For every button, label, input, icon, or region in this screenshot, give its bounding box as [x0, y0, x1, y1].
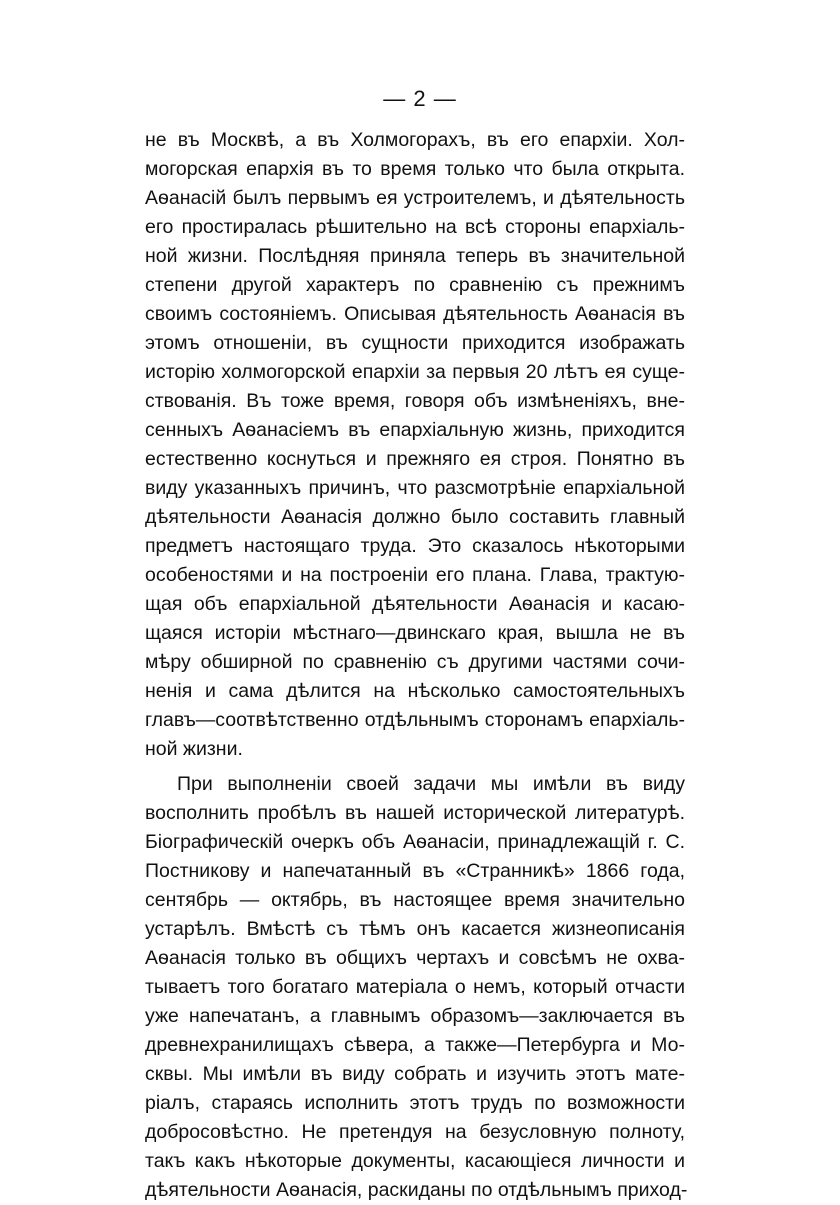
text-line: исторію холмогорской епархіи за первыя 20 лѣтъ ея суще-	[145, 361, 685, 383]
text-line: добросовѣстно. Не претендуя на безусловную полноту,	[145, 1121, 685, 1143]
page-number: — 2 —	[383, 86, 457, 111]
text-line: ріалъ, стараясь исполнить этотъ трудъ по возможности	[145, 1092, 685, 1114]
page-body	[145, 126, 688, 1205]
text-line: сквы. Мы имѣли въ виду собрать и изучить этотъ мате-	[145, 1063, 685, 1085]
text-line: Постникову и напечатанный въ «Странникѣ» 1866 года,	[145, 860, 685, 882]
text-line: не въ Москвѣ, а въ Холмогорахъ, въ его епархіи. Хол-	[145, 129, 685, 151]
text-line: восполнить пробѣлъ въ нашей исторической литературѣ.	[145, 802, 685, 824]
paragraph-1	[145, 126, 685, 764]
text-line: сенныхъ Аѳанасіемъ въ епархіальную жизнь, приходится	[145, 419, 685, 441]
text-line: дѣятельности Аѳанасія должно было составить главный	[145, 506, 685, 528]
text-line: ствованія. Въ тоже время, говоря объ измѣненіяхъ, вне-	[145, 390, 685, 412]
text-line: ной жизни. Послѣдняя приняла теперь въ значительной	[145, 245, 685, 267]
text-line: ненія и сама дѣлится на нѣсколько самостоятельныхъ	[145, 680, 685, 702]
paragraph-2	[145, 770, 688, 1205]
text-line: главъ—соотвѣтственно отдѣльнымъ сторонамъ епархіаль-	[145, 709, 685, 731]
text-line: естественно коснуться и прежняго ея строя. Понятно въ	[145, 448, 685, 470]
text-line: При выполненіи своей задачи мы имѣли въ виду	[177, 773, 685, 795]
text-line: уже напечатанъ, а главнымъ образомъ—заключается въ	[145, 1005, 685, 1027]
text-line: предметъ настоящаго труда. Это сказалось нѣкоторыми	[145, 535, 685, 557]
text-line: особеностями и на построеніи его плана. Глава, трактую-	[145, 564, 685, 586]
text-line: тываетъ того богатаго матеріала о немъ, который отчасти	[145, 976, 685, 998]
text-line: могорская епархія въ то время только что была открыта.	[145, 158, 685, 180]
text-line: дѣятельности Аѳанасія, раскиданы по отдѣльнымъ приход-	[145, 1179, 688, 1201]
text-line: древнехранилищахъ сѣвера, а также—Петербурга и Мо-	[145, 1034, 685, 1056]
text-line: мѣру обширной по сравненію съ другими частями сочи-	[145, 651, 685, 673]
text-line: устарѣлъ. Вмѣстѣ съ тѣмъ онъ касается жизнеописанія	[145, 918, 685, 940]
text-line: щаяся исторіи мѣстнаго—двинскаго края, вышла не въ	[145, 622, 685, 644]
text-line: ной жизни.	[145, 738, 243, 760]
text-line: щая объ епархіальной дѣятельности Аѳанасія и касаю-	[145, 593, 685, 615]
text-line: Біографическій очеркъ объ Аѳанасіи, принадлежащій г. С.	[145, 831, 685, 853]
text-line: степени другой характеръ по сравненію съ прежнимъ	[145, 274, 685, 296]
text-line: Аѳанасій былъ первымъ ея устроителемъ, и дѣятельность	[145, 187, 685, 209]
text-line: своимъ состояніемъ. Описывая дѣятельность Аѳанасія въ	[145, 303, 685, 325]
text-line: этомъ отношеніи, въ сущности приходится изображать	[145, 332, 685, 354]
text-line: такъ какъ нѣкоторые документы, касающіеся личности и	[145, 1150, 685, 1172]
text-line: его простиралась рѣшительно на всѣ стороны епархіаль-	[145, 216, 685, 238]
text-line: Аѳанасія только въ общихъ чертахъ и совсѣмъ не охва-	[145, 947, 685, 969]
text-line: сентябрь — октябрь, въ настоящее время значительно	[145, 889, 685, 911]
text-line: виду указанныхъ причинъ, что разсмотрѣніе епархіальной	[145, 477, 685, 499]
